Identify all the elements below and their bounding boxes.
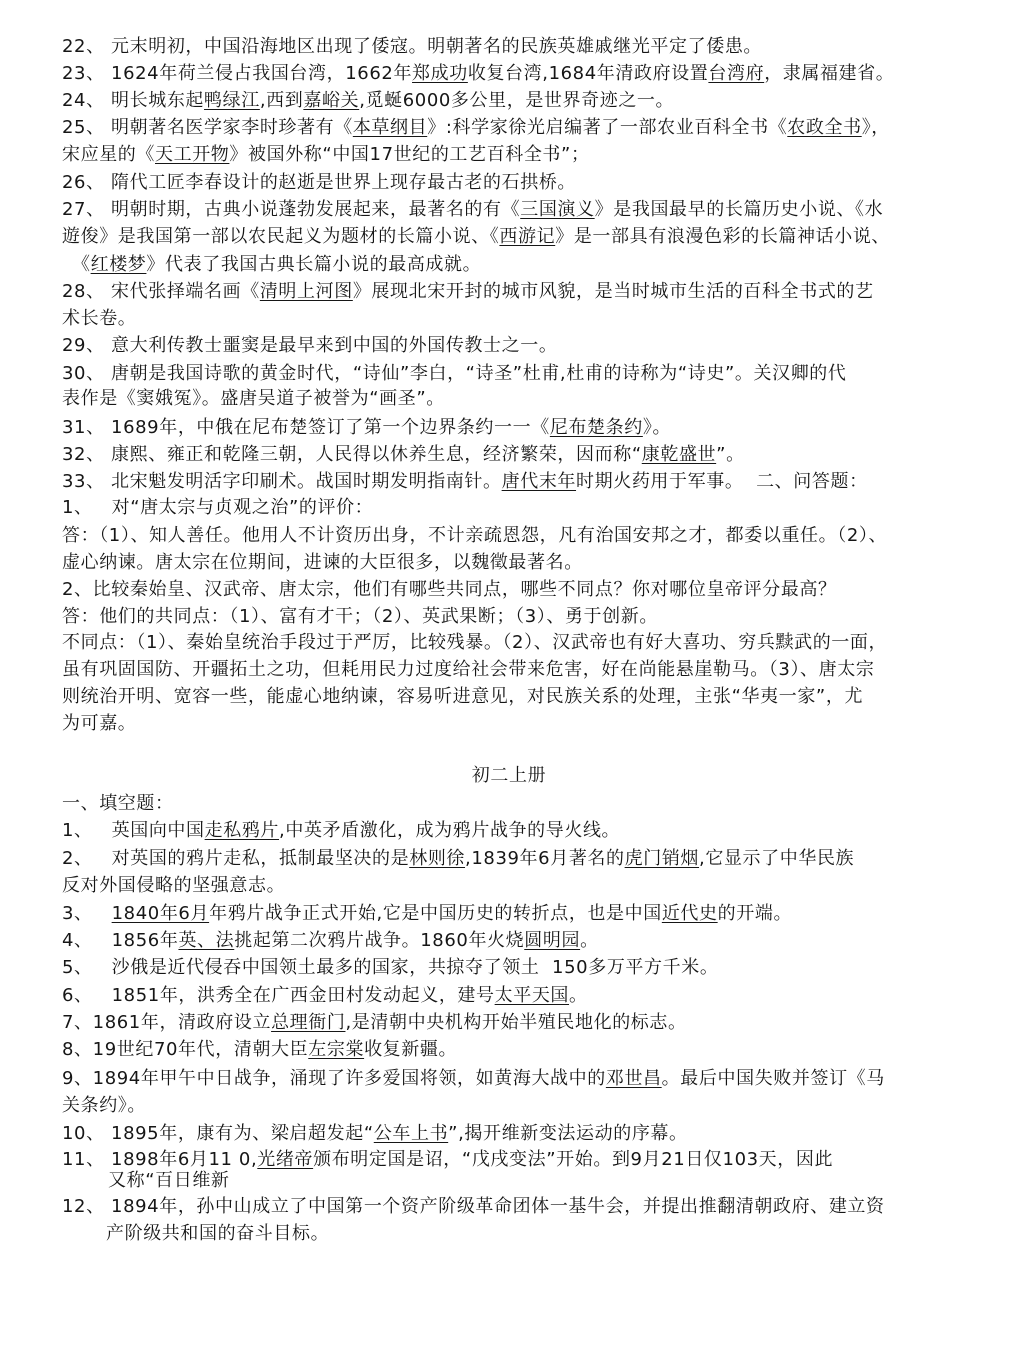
text-segment: ,1839年6月著名的 [465, 848, 625, 869]
text-line [62, 1068, 885, 1090]
underlined-answer: 林则徐 [409, 848, 466, 869]
underlined-answer: 嘉峪关 [303, 90, 360, 111]
text-line [62, 930, 599, 952]
text-segment: 》代表了我国古典长篇小说的最高成就。 [146, 254, 482, 275]
text-segment: 颁布明定国是诏，“戊戌变法”开始。到9月21日仅103天，因此 [313, 1149, 834, 1170]
text-segment: 30、 唐朝是我国诗歌的黄金时代，“诗仙”李白，“诗圣”杜甫,杜甫的诗称为“诗史”。关汉卿的代 [62, 363, 847, 384]
text-segment: 挑起第二次鸦片战争。1860年火烧 [234, 930, 525, 951]
text-segment: 10、 1895年，康有为、梁启超发起“ [62, 1123, 374, 1144]
text-segment: 则统治开明、宽容一些，能虚心地纳谏，容易听进意见，对民族关系的处理，主张“华夷一家”，尤 [62, 686, 864, 707]
text-line [62, 1012, 687, 1034]
text-segment: 反对外国侵略的坚强意志。 [62, 875, 286, 896]
text-line [62, 957, 718, 979]
text-segment: 2、 对英国的鸦片走私，抵制最坚决的是 [62, 848, 410, 869]
text-segment: 8、19世纪70年代，清朝大臣 [62, 1039, 309, 1060]
underlined-answer: 郑成功 [412, 63, 468, 84]
text-line [62, 820, 620, 842]
text-segment: 《 [72, 254, 91, 275]
text-segment: 》展现北宋开封的城市风貌，是当时城市生活的百科全书式的艺 [352, 281, 874, 302]
text-line [62, 1039, 457, 1061]
underlined-answer: 光绪帝 [257, 1149, 314, 1170]
underlined-answer: 左宗棠 [308, 1039, 365, 1060]
text-segment: 32、 康熙、雍正和乾隆三朝，人民得以休养生息，经济繁荣，因而称“ [62, 444, 642, 465]
underlined-answer: 近代史 [661, 903, 718, 924]
text-line [62, 793, 174, 815]
text-segment: 宋应星的《 [62, 144, 155, 165]
text-segment: 26、 隋代工匠李春设计的赵逝是世界上现存最古老的石拱桥。 [62, 172, 577, 193]
underlined-answer: 西游记 [499, 226, 556, 247]
text-line [62, 903, 792, 925]
underlined-answer: 太平天国 [494, 985, 570, 1006]
text-segment: 2、比较秦始皇、汉武帝、唐太宗，他们有哪些共同点，哪些不同点？你对哪位皇帝评分最高？ [62, 579, 837, 600]
text-segment: 。 [580, 930, 599, 951]
text-segment: 收复台湾,1684年清政府设置 [467, 63, 709, 84]
text-segment: 又称“百日维新 [108, 1170, 230, 1191]
text-segment: ”,揭开维新变法运动的序幕。 [448, 1123, 688, 1144]
underlined-answer: 康乾盛世 [641, 444, 717, 465]
text-segment: 为可嘉。 [62, 713, 137, 734]
text-segment: 3、 [62, 903, 112, 924]
underlined-answer: 唐代末年 [501, 471, 577, 492]
text-line [62, 875, 285, 897]
text-segment: 25、 明朝著名医学家李时珍著有《 [62, 117, 353, 138]
text-segment: 虚心纳谏。唐太宗在位期间，进谏的大臣很多，以魏徵最著名。 [62, 552, 583, 573]
text-segment: 表作是《窦娥冤》。盛唐吴道子被誉为“画圣”。 [62, 388, 445, 409]
text-segment: 28、 宋代张择端名画《 [62, 281, 260, 302]
underlined-answer: 红楼梦 [90, 254, 147, 275]
underlined-answer: 1840年6月 [111, 903, 210, 924]
text-segment: 收复新疆。 [364, 1039, 458, 1060]
text-segment: 时期火药用于军事。 二、问答题： [576, 471, 868, 492]
underlined-answer: 鸭绿江 [204, 90, 260, 111]
text-segment: 的开端。 [717, 903, 793, 924]
underlined-answer: 虎门销烟 [624, 848, 700, 869]
text-segment: 》。 [642, 417, 672, 438]
text-segment: 12、 1894年，孙中山成立了中国第一个资产阶级革命团体一基牛会，并提出推翻清朝政府、建立资 [62, 1196, 885, 1217]
text-line [106, 1223, 329, 1245]
text-segment: ，隶属福建省。 [764, 63, 895, 84]
text-segment: 一、填空题： [62, 793, 174, 814]
underlined-answer: 农政全书 [787, 117, 862, 138]
text-segment: 遊俊》是我国第一部以农民起义为题材的长篇小说、《 [62, 226, 500, 247]
underlined-answer: 走私鸦片 [204, 820, 280, 841]
text-segment: 虽有巩固国防、开疆拓土之功，但耗用民力过度给社会带来危害，好在尚能悬崖勒马。（3）、唐太宗 [62, 659, 875, 680]
text-segment: 22、 元末明初，中国沿海地区出现了倭寇。明朝著名的民族英雄戚继光平定了倭患。 [62, 36, 763, 57]
text-segment: 31、 1689年，中俄在尼布楚签订了第一个边界条约一一《 [62, 417, 550, 438]
text-segment: 9、1894年甲午中日战争，涌现了许多爱国将领，如黄海大战中的 [62, 1068, 606, 1089]
underlined-answer: 圆明园 [524, 930, 581, 951]
text-segment: 。 [569, 985, 588, 1006]
text-line [62, 1123, 688, 1145]
text-segment: 答：（1）、知人善任。他用人不计资历出身，不计亲疏恩怨，凡有治国安邦之才，都委以重任。（2）、 [62, 525, 888, 546]
underlined-answer: 台湾府 [708, 63, 765, 84]
text-segment: 》被国外称“中国17世纪的工艺百科全书”； [229, 144, 590, 165]
text-segment: 24、 明长城东起 [62, 90, 205, 111]
text-segment: 不同点：（1）、秦始皇统治手段过于严厉，比较残暴。（2）、汉武帝也有好大喜功、穷兵黩武的一面， [62, 632, 888, 653]
text-segment: 11、 1898年6月11 0, [62, 1149, 258, 1170]
text-line [62, 985, 588, 1007]
text-segment: 1、 英国向中国 [62, 820, 205, 841]
text-segment: 7、1861年，清政府设立 [62, 1012, 272, 1033]
text-segment: ,它显示了中华民族 [699, 848, 855, 869]
text-line [108, 1170, 230, 1192]
text-segment: 5、 沙俄是近代侵吞中国领土最多的国家，共掠夺了领土 150多万平方千米。 [62, 957, 719, 978]
text-segment: 术长卷。 [62, 308, 137, 329]
text-segment: ,是清朝中央机构开始半殖民地化的标志。 [345, 1012, 687, 1033]
text-segment: ,西到 [259, 90, 304, 111]
text-segment: 》， [861, 117, 890, 138]
text-segment: 年鸦片战争正式开始,它是中国历史的转折点，也是中国 [209, 903, 662, 924]
underlined-answer: 三国演义 [520, 199, 595, 220]
text-segment: 6、 1851年，洪秀全在广西金田村发动起义，建号 [62, 985, 495, 1006]
section-title: 初二上册 [471, 765, 547, 786]
text-segment: 1、 对“唐太宗与贞观之治”的评价： [62, 497, 374, 518]
underlined-answer: 天工开物 [155, 144, 230, 165]
text-segment: 》是一部具有浪漫色彩的长篇神话小说、 [555, 226, 891, 247]
underlined-answer: 公车上书 [373, 1123, 449, 1144]
text-line [62, 1196, 885, 1218]
text-segment: ,中英矛盾激化，成为鸦片战争的导火线。 [279, 820, 621, 841]
text-segment: 产阶级共和国的奋斗目标。 [106, 1223, 330, 1244]
underlined-answer: 尼布楚条约 [549, 417, 643, 438]
text-line [62, 1095, 146, 1117]
text-segment: 29、 意大利传教士噩窦是最早来到中国的外国传教士之一。 [62, 335, 558, 356]
underlined-answer: 邓世昌 [605, 1068, 662, 1089]
text-segment: 》是我国最早的长篇历史小说、《水 [594, 199, 884, 220]
text-segment: 。最后中国失败并签订《马 [661, 1068, 885, 1089]
text-segment: ”。 [716, 444, 745, 465]
text-segment: 关条约》。 [62, 1095, 146, 1116]
text-segment: 答：他们的共同点：（1）、富有才干；（2）、英武果断；（3）、勇于创新。 [62, 606, 658, 627]
underlined-answer: 本草纲目 [352, 117, 428, 138]
underlined-answer: 英、法 [178, 930, 235, 951]
text-segment: 4、 1856年 [62, 930, 179, 951]
text-segment: ,觅蜒6000多公里，是世界奇迹之一。 [359, 90, 675, 111]
text-line [62, 1149, 833, 1171]
text-segment: 33、 北宋魁发明活字印刷术。战国时期发明指南针。 [62, 471, 502, 492]
text-line [62, 848, 854, 870]
text-segment: 27、 明朝时期，古典小说蓬勃发展起来，最著名的有《 [62, 199, 521, 220]
underlined-answer: 清明上河图 [259, 281, 353, 302]
text-segment: 23、 1624年荷兰侵占我国台湾，1662年 [62, 63, 413, 84]
text-segment: 》:科学家徐光启编著了一部农业百科全书《 [427, 117, 788, 138]
underlined-answer: 总理衙门 [271, 1012, 346, 1033]
